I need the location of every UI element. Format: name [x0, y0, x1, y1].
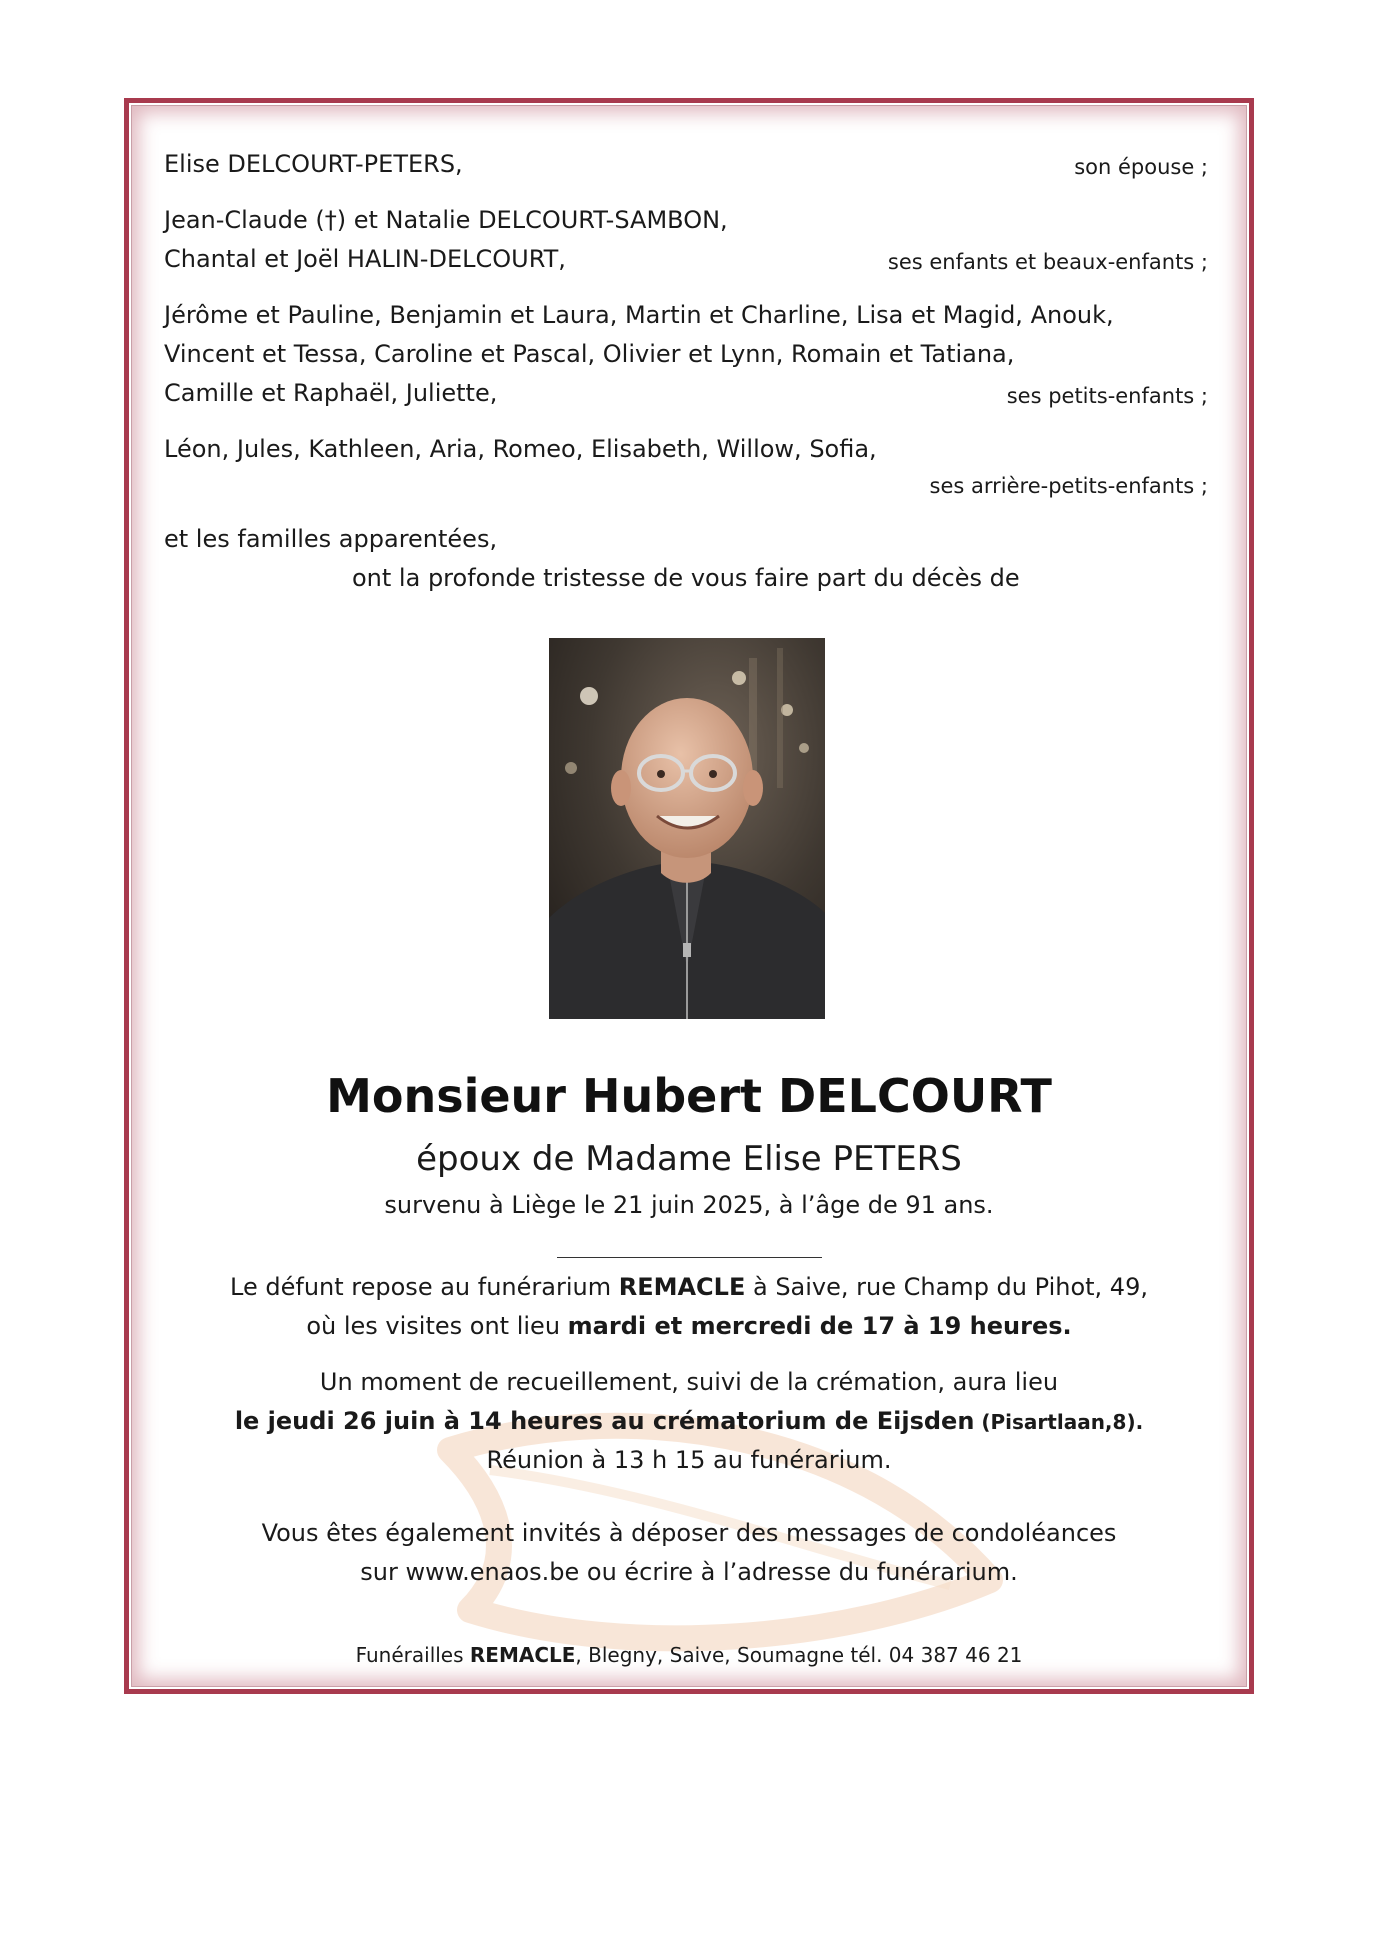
- footer-line: [124, 1640, 1254, 1670]
- condolences-line-2: sur www.enaos.be ou écrire à l’adresse du funérarium.: [360, 1558, 1018, 1586]
- spouse-name: Elise DELCOURT-PETERS,: [164, 150, 463, 178]
- greatgrandchildren-line: Léon, Jules, Kathleen, Aria, Romeo, Elisabeth, Willow, Sofia,: [164, 435, 877, 463]
- ceremony-datetime: jeudi 26 juin à 14 heures au crématorium de Eijsden: [267, 1407, 975, 1435]
- grandchildren-role: ses petits-enfants ;: [1006, 384, 1208, 408]
- ceremony-line-2: [124, 1402, 1254, 1441]
- ceremony-text-a: le: [234, 1407, 268, 1435]
- death-details: survenu à Liège le 21 juin 2025, à l’âge de 91 ans.: [384, 1191, 994, 1219]
- footer-text-a: Funérailles: [355, 1643, 470, 1667]
- grandchildren-line-2: Vincent et Tessa, Caroline et Pascal, Olivier et Lynn, Romain et Tatiana,: [164, 340, 1015, 368]
- funeral-home-name: REMACLE: [618, 1273, 746, 1301]
- visitation-text-d: où les visites ont lieu: [306, 1312, 568, 1340]
- greatgrandchildren-role: ses arrière-petits-enfants ;: [929, 474, 1208, 498]
- separator-line: [557, 1257, 822, 1258]
- visitation-hours: mardi et mercredi de 17 à 19 heures.: [567, 1312, 1072, 1340]
- children-line-2: Chantal et Joël HALIN-DELCOURT,: [164, 245, 566, 273]
- deceased-name: Monsieur Hubert DELCOURT: [326, 1069, 1052, 1123]
- footer-funeral-home: REMACLE: [469, 1643, 576, 1667]
- children-role: ses enfants et beaux-enfants ;: [887, 250, 1208, 274]
- visitation-text-c: à Saive, rue Champ du Pihot, 49,: [745, 1273, 1148, 1301]
- footer-text-c: , Blegny, Saive, Soumagne tél. 04 387 46 21: [575, 1643, 1023, 1667]
- grandchildren-line-3: Camille et Raphaël, Juliette,: [164, 379, 498, 407]
- visitation-line-2: [124, 1307, 1254, 1345]
- portrait-photo: [549, 638, 825, 1019]
- visitation-text-a: Le défunt repose au funérarium: [230, 1273, 619, 1301]
- ceremony-line-1: Un moment de recueillement, suivi de la crémation, aura lieu: [319, 1368, 1059, 1396]
- ceremony-line-3: Réunion à 13 h 15 au funérarium.: [486, 1446, 892, 1474]
- children-line-1: Jean-Claude (†) et Natalie DELCOURT-SAMBON,: [164, 206, 728, 234]
- relatives-line: et les familles apparentées,: [164, 525, 498, 553]
- condolences-line-1: Vous êtes également invités à déposer des messages de condoléances: [261, 1519, 1117, 1547]
- announcement-line: ont la profonde tristesse de vous faire part du décès de: [352, 564, 1020, 592]
- crematorium-address: (Pisartlaan,8).: [974, 1410, 1144, 1434]
- deceased-spouse: époux de Madame Elise PETERS: [416, 1139, 962, 1179]
- grandchildren-line-1: Jérôme et Pauline, Benjamin et Laura, Martin et Charline, Lisa et Magid, Anouk,: [164, 301, 1114, 329]
- spouse-role: son épouse ;: [1074, 155, 1208, 179]
- visitation-line-1: [124, 1268, 1254, 1306]
